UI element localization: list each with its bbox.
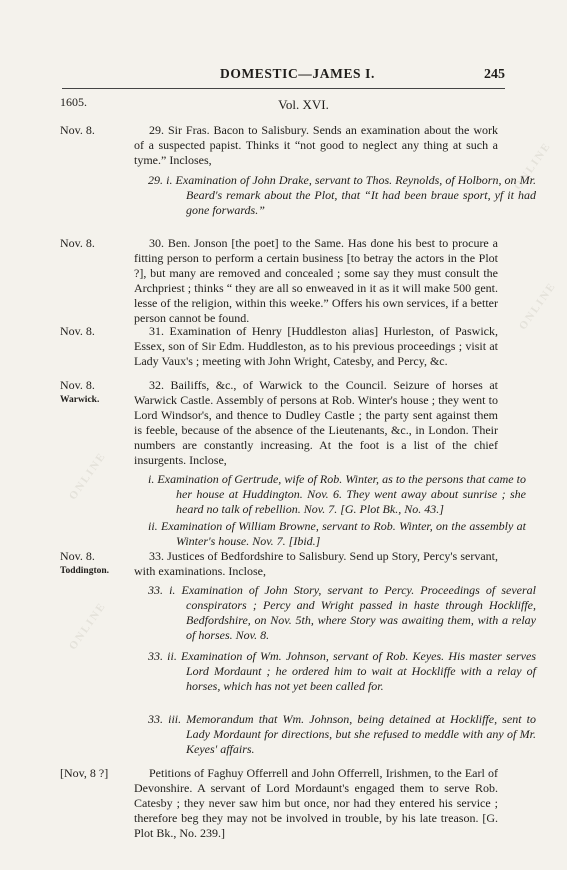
entry-place: Warwick. (60, 395, 100, 405)
page-header (60, 66, 505, 83)
enclosure-text: 29. i. Examination of John Drake, servant to Thos. Reynolds, of Holborn, on Mr. Beard's remark about the Plot, that “It had been braue sport, yf it had gone forwards.” (148, 173, 536, 217)
watermark: ONLINE (66, 599, 109, 653)
entry-text: 31. Examination of Henry [Huddleston alias] Hurleston, of Paswick, Essex, son of Sir Edm. Huddleston, as to his previous proceedings ; visit at Lady Vaux's ; meeting with John Wright, Catesby, and Percy, &c. (134, 324, 498, 368)
entry-text: Petitions of Faghuy Offerrell and John Offerrell, Irishmen, to the Earl of Devonshire. A servant of Lord Mordaunt's engaged them to serve Rob. Catesby ; they never saw him but once, nor had they entered his service ; therefore beg they may not be involved in trouble, by his late treason. [G. Plot Bk., No. 239.] (134, 766, 498, 840)
header-rule (62, 88, 505, 89)
page-number: 245 (484, 67, 505, 82)
watermark: ONLINE (516, 279, 559, 333)
entry-date: Nov. 8. Warwick. (60, 378, 130, 408)
running-head: DOMESTIC—JAMES I. (220, 66, 375, 81)
entry-date: Nov. 8. (60, 123, 95, 137)
entry-text: 33. Justices of Bedfordshire to Salisbury. Send up Story, Percy's servant, with examinations. Inclose, (134, 549, 498, 578)
volume-heading: Vol. XVI. (278, 97, 329, 112)
enclosure-text: i. Examination of Gertrude, wife of Rob. Winter, as to the persons that came to her house at Huddington. Nov. 6. They went away about sunrise ; she heard no talk of rebellion. Nov. 7. [G. Plot Bk., No. 43.] (148, 472, 526, 516)
year-label: 1605. (60, 95, 87, 109)
entry-date: Nov. 8. (60, 236, 95, 250)
enclosure-text: 33. i. Examination of John Story, servant to Percy. Proceedings of several conspirators ; Percy and Wright passed in haste through Hockliffe, Bedfordshire, on Nov. 5th, where Story was awaiting them, with a relay of horses. Nov. 8. (148, 583, 536, 642)
entry-text: 32. Bailiffs, &c., of Warwick to the Council. Seizure of horses at Warwick Castle. Assembly of persons at Rob. Winter's house ; they went to Lord Windsor's, and thence to Dudley Castle ; the party sent against them is feeble, because of the absence of the Lieutenants, &c., in London. Their numbers are constantly increasing. At the foot is a list of the chief insurgents. Inclose, (134, 378, 498, 467)
entry-place: Toddington. (60, 566, 110, 576)
watermark: ONLINE (66, 449, 109, 503)
entry-text: 29. Sir Fras. Bacon to Salisbury. Sends an examination about the work of a suspected papist. Thinks it “not good to neglect any thing at such a tyme.” Incloses, (134, 123, 498, 167)
watermark: ONLINE (511, 139, 554, 193)
entry-text: 30. Ben. Jonson [the poet] to the Same. Has done his best to procure a fitting person to perform a certain business [to betray the actors in the Plot ?], but many are removed and concealed ; some say they must consult the Archpriest ; thinks “ they are all so enweaved in it as it will make 500 gent. lesse of the religion, within this weeke.” Offers his own services, if a better person cannot be found. (134, 236, 498, 325)
entry-date: [Nov, 8 ?] (60, 766, 109, 780)
entry-date: Nov. 8. Toddington. (60, 549, 130, 579)
enclosure-text: ii. Examination of William Browne, servant to Rob. Winter, on the assembly at Winter's house. Nov. 7. [Ibid.] (148, 519, 526, 548)
entry-date: Nov. 8. (60, 324, 95, 338)
enclosure-text: 33. iii. Memorandum that Wm. Johnson, being detained at Hockliffe, sent to Lady Mordaunt for directions, but she refused to meddle with any of Mr. Keyes' affairs. (148, 712, 536, 756)
enclosure-text: 33. ii. Examination of Wm. Johnson, servant of Rob. Keyes. His master serves Lord Mordaunt ; he ordered him to wait at Hockliffe with a relay of horses, which has not yet been called for. (148, 649, 536, 693)
